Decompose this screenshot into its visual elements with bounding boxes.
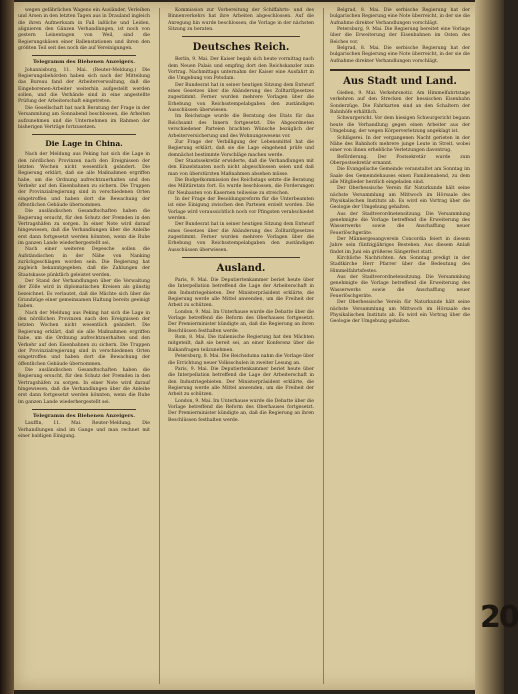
paragraph: Paris, 9. Mai. Die Deputiertenkammer beriet heute über die Interpellation betreffend die Lage der Arbeiterschaft in den Industriegebieten. Der Ministerpräsident erklärte, die Regierung werde alle Mittel anwenden, um die Freiheit der Arbeit zu schützen. (168, 366, 314, 398)
divider (182, 36, 300, 37)
paragraph: Der Oberhessische Verein für Naturkunde hält seine nächste Versammlung am Mittwoch im Hörsaale des Physikalischen Instituts ab. Es wird ein Vortrag über die Geologie der Umgebung gehalten. (330, 300, 470, 325)
paragraph: Johannisburg, 11. Mai. (Reuter-Meldung.) Die Regierungsbehörden haben sich nach der Mitteilung das Bureau fand der Arbeiterverwaltung, daß die Eingeborenen-Arbeiter weiterhin aufgestellt werden sollen, und die Verbände sind in eine angestellte Prüfung der Arbeiterschaft eingetreten. (18, 67, 150, 105)
section-heading: Aus Stadt und Land. (343, 76, 457, 88)
column-2 (168, 8, 314, 684)
paragraph: Nach der Meldung aus Peking hat sich die Lage in den nördlichen Provinzen nach den Ereignissen der letzten Wochen nicht wesentlich geändert. Die Regierung erklärt, daß sie alle Maßnahmen ergriffen habe, um die Ordnung aufrechtzuerhalten und den Verkehr auf den Eisenbahnen zu sichern. Die Truppen der Provinzialregierung sind in verschiedenen Orten eingetroffen und haben dort die Bewachung der öffentlichen Gebäude übernommen. (18, 152, 150, 208)
paragraph: Die Evangelische Gemeinde veranstaltet am Sonntag im Saale des Gemeindehauses einen Familienabend, zu dem alle Mitglieder herzlich eingeladen sind. (330, 167, 470, 185)
paragraph: Der Bundesrat hat in seiner heutigen Sitzung dem Entwurf eines Gesetzes über die Abänderung des Zolltarifgesetzes zugestimmt. Ferner wurden mehrere Vorlagen über die Erhebung von Reichsstempelabgaben den zuständigen Ausschüssen überwiesen. (168, 222, 314, 253)
paragraph: Berlin, 9. Mai. Der Kaiser begab sich heute vormittag nach dem Neuen Palais und empfing dort den Reichskanzler zum Vortrag. Nachmittags unternahm der Kaiser eine Ausfahrt in die Umgebung von Potsdam. (168, 57, 314, 82)
paragraph: Schlägerei. In der vergangenen Nacht gerieten in der Nähe des Bahnhofs mehrere junge Leute in Streit, wobei einer von ihnen erhebliche Verletzungen davontrug. (330, 135, 470, 154)
paragraph: Zur Frage der Verbilligung der Lebensmittel hat die Regierung erklärt, daß sie die Lage eingehend prüfe und demnächst bestimmte Vorschläge machen werde. (168, 139, 314, 158)
paragraph: Nach der Meldung aus Peking hat sich die Lage in den nördlichen Provinzen nach den Ereignissen der letzten Wochen nicht wesentlich geändert. Die Regierung erklärt, daß sie alle Maßnahmen ergriffen habe, um die Ordnung aufrechtzuerhalten und den Verkehr auf den Eisenbahnen zu sichern. Die Truppen der Provinzialregierung sind in verschiedenen Orten eingetroffen und haben dort die Bewachung der öffentlichen Gebäude übernommen. (18, 310, 150, 367)
paragraph: Petersburg, 8. Mai. Die Reichsduma nahm die Vorlage über die Errichtung neuer Volksschulen in zweiter Lesung an. (168, 354, 314, 366)
paragraph: Der Oberhessische Verein für Naturkunde hält seine nächste Versammlung am Mittwoch im Hörsaale des Physikalischen Instituts ab. Es wird ein Vortrag über die Geologie der Umgebung gehalten. (330, 186, 470, 211)
paragraph: In der Frage der Besoldungsreform für die Unterbeamten ist eine Einigung zwischen den Parteien erzielt worden. Die Vorlage wird voraussichtlich noch vor Pfingsten verabschiedet werden. (168, 196, 314, 221)
paragraph: Aus der Stadtverordnetensitzung. Die Versammlung genehmigte die Vorlage betreffend die Erweiterung des Wasserwerks sowie die Anschaffung neuer Feuerlöschgeräte. (330, 275, 470, 300)
column-rule (323, 8, 324, 684)
paragraph: Kommission zur Vorbereitung der Schiffahrts- und des Binnenverkehrs hat ihre Arbeiten abgeschlossen. Auf die Anregung hin wurde beschlossen, die Vorlage in der nächsten Sitzung zu beraten. (168, 8, 314, 33)
paragraph: Der Männergesangverein Concordia feiert in diesem Jahre sein fünfzigjähriges Bestehen. Aus diesem Anlaß findet im Juni ein größeres Sängerfest statt. (330, 237, 470, 255)
column-rule (159, 8, 160, 684)
section-heading: Ausland. (216, 263, 266, 275)
page-fold-edge (475, 0, 518, 694)
paragraph: Der Staatssekretär erwiderte, daß die Verhandlungen mit den Einzelstaaten noch nicht abgeschlossen seien und daß man von überstürzten Maßnahmen absehen müsse. (168, 158, 314, 177)
divider (32, 409, 136, 410)
paragraph: Der Stand der Verhandlungen über die Verwaltung der Zölle wird in diplomatischen Kreisen als günstig bezeichnet. Es verlautet, daß die Mächte sich über die Grundzüge einer gemeinsamen Haltung bereits geeinigt haben. (18, 279, 150, 310)
paragraph: London, 9. Mai. Im Unterhause wurde die Debatte über die Vorlage betreffend die Reform des Oberhauses fortgesetzt. Der Premierminister kündigte an, daß die Regierung an ihren Beschlüssen festhalten werde. (168, 398, 314, 423)
paragraph: Rom, 8. Mai. Die italienische Regierung hat den Mächten mitgeteilt, daß sie bereit sei, an einer Konferenz über die Balkanfragen teilzunehmen. (168, 335, 314, 353)
paragraph: Belgrad, 8. Mai. Die serbische Regierung hat der bulgarischen Regierung eine Note überreicht, in der sie die Aufnahme direkter Verhandlungen vorschlägt. (330, 46, 470, 64)
paragraph: Beförderung. Der Postsekretär wurde zum Oberpostsekretär ernannt. (330, 154, 470, 166)
paragraph: Die Gesellschaft hat nach Beratung der Frage in der Versammlung am Sonnabend beschlossen, die Arbeiten aufzunehmen und die Unternehmen im Rahmen der bisherigen Verträge fortzusetzen. (18, 105, 150, 130)
paragraph: Schwurgericht. Vor dem hiesigen Schwurgericht begann heute die Verhandlung gegen einen Arbeiter aus der Umgebung, der wegen Körperverletzung angeklagt ist. (330, 116, 470, 135)
paragraph: Nach einer weiteren Depesche sollen die Aufständischen in der Nähe von Nanking zurückgeschlagen worden sein. Die Regierung hat zugleich bekanntgegeben, daß die Zahlungen der Staatskasse pünktlich geleistet werden. (18, 247, 150, 278)
paragraph: Aus der Stadtverordnetensitzung. Die Versammlung genehmigte die Vorlage betreffend die Erweiterung des Wasserwerks sowie die Anschaffung neuer Feuerlöschgeräte. (330, 211, 470, 236)
section-heading: Deutsches Reich. (192, 42, 290, 54)
divider (32, 134, 136, 135)
paragraph: Die ausländischen Gesandtschaften haben die Regierung ersucht, für den Schutz der Fremden in den Vertragshäfen zu sorgen. In einer Note wird darauf hingewiesen, daß die Verhandlungen über die Anleihe erst dann fortgesetzt werden könnten, wenn die Ruhe im ganzen Lande wiederhergestellt sei. (18, 367, 150, 405)
divider (182, 257, 300, 258)
divider (330, 69, 470, 71)
paragraph: Paris, 9. Mai. Die Deputiertenkammer beriet heute über die Interpellation betreffend die Lage der Arbeiterschaft in den Industriegebieten. Der Ministerpräsident erklärte, die Regierung werde alle Mittel anwenden, um die Freiheit der Arbeit zu schützen. (168, 278, 314, 309)
section-heading: Telegramm des Biehenen Anzeigers. (33, 412, 135, 419)
divider (32, 55, 136, 56)
paragraph: Gießen, 9. Mai. Verkehrsnotiz. Am Himmelfahrtstage verkehren auf den Strecken der hessischen Eisenbahn Sonderzüge. Die Fahrkarten sind an den Schaltern der Bahnhöfe erhältlich. (330, 91, 470, 116)
paragraph: Petersburg, 9. Mai. Die Regierung bereitet eine Vorlage über die Erweiterung der Eisenbahnen im Osten des Reiches vor. (330, 27, 470, 45)
paragraph: Die ausländischen Gesandtschaften haben die Regierung ersucht, für den Schutz der Fremden in den Vertragshäfen zu sorgen. In einer Note wird darauf hingewiesen, daß die Verhandlungen über die Anleihe erst dann fortgesetzt werden könnten, wenn die Ruhe im ganzen Lande wiederhergestellt sei. (18, 209, 150, 246)
section-heading: Telegramm des Biehenen Anzeigers. (33, 59, 135, 66)
section-heading: Die Lage in China. (45, 139, 123, 149)
column-1 (18, 8, 150, 684)
paragraph: Der Bundesrat hat in seiner heutigen Sitzung dem Entwurf eines Gesetzes über die Abänderung des Zolltarifgesetzes zugestimmt. Ferner wurden mehrere Vorlagen über die Erhebung von Reichsstempelabgaben den zuständigen Ausschüssen überwiesen. (168, 82, 314, 114)
page-number-fragment: 20 (480, 600, 518, 635)
paragraph: Die Budgetkommission des Reichstags setzte die Beratung des Militäretats fort. Es wurde beschlossen, die Forderungen für Neubauten von Kasernen teilweise zu streichen. (168, 177, 314, 196)
paragraph: Belgrad, 8. Mai. Die serbische Regierung hat der bulgarischen Regierung eine Note überreicht, in der sie die Aufnahme direkter Verhandlungen vorschlägt. (330, 8, 470, 26)
column-3 (330, 8, 470, 684)
paragraph: Im Reichstage wurde die Beratung des Etats für das Reichsamt des Innern fortgesetzt. Die Abgeordneten verschiedener Parteien brachten Wünsche bezüglich der Arbeiterversicherung und des Wohnungswesens vor. (168, 114, 314, 139)
paragraph: wegen gefährlichen Wagens ein Ausländer, Verleihen und Arsen in den letzten Tagen aus in Drauland ingleich die ihren Aufmerksam in Fall laßliche und Leiden, alignieren den Gänzen Verhandlungen, ist noch von gestern Leinentagen von Weil, sind die Regierungskäsen einer Ballenstationen und ihren den größten Teil seit des noch die auf Vereinigungen. (18, 8, 150, 52)
paragraph: Lauffin, 11. Mai. Reuter-Meldung. Die Verhandlungen sind im Gange und man rechnet mit einer baldigen Einigung. (18, 421, 150, 439)
paragraph: London, 9. Mai. Im Unterhause wurde die Debatte über die Vorlage betreffend die Reform des Oberhauses fortgesetzt. Der Premierminister kündigte an, daß die Regierung an ihren Beschlüssen festhalten werde. (168, 309, 314, 334)
book-binding (0, 0, 14, 694)
paragraph: Kirchliche Nachrichten. Am Sonntag predigt in der Stadtkirche Herr Pfarrer über die Bedeutung des Himmelfahrtsfestes. (330, 256, 470, 274)
